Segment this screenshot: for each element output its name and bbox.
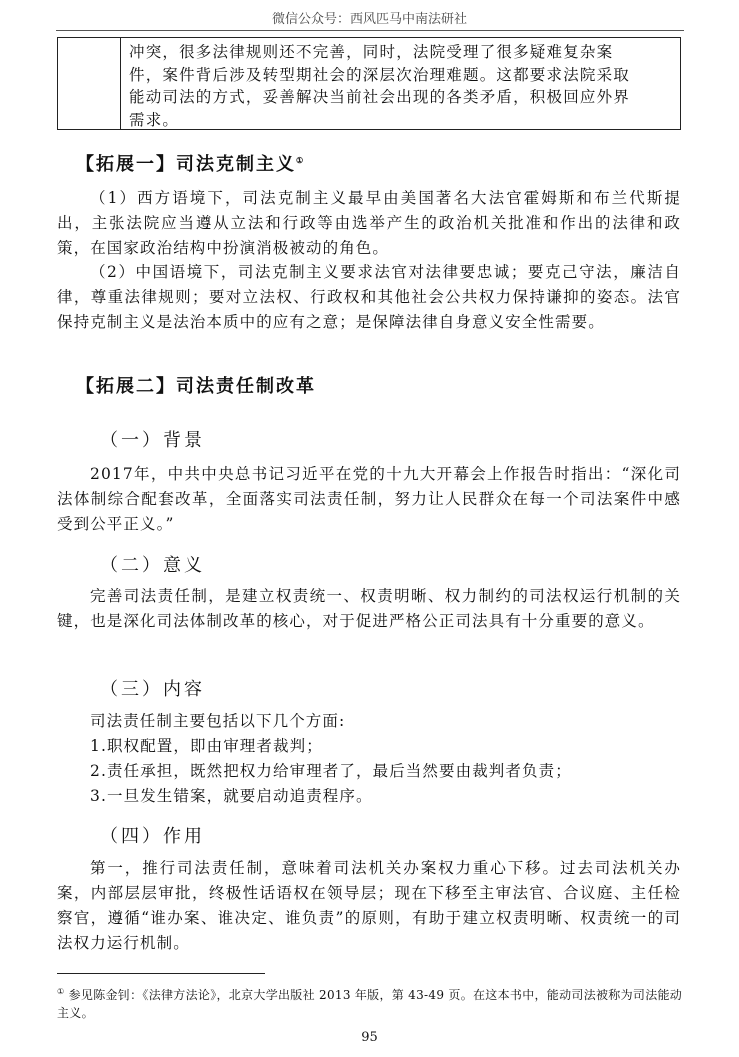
box-line: 冲突，很多法律规则还不完善，同时，法院受理了很多疑难复杂案 — [129, 43, 614, 61]
box-left-cell — [58, 38, 121, 129]
box-line: 件，案件背后涉及转型期社会的深层次治理难题。这都要求法院采取 — [129, 65, 631, 84]
header-rule — [56, 30, 684, 31]
content-intro: 司法责任制主要包括以下几个方面: — [90, 712, 346, 730]
page-header: 微信公众号：西风匹马中南法研社 — [271, 12, 467, 27]
footnote-rule — [57, 973, 265, 974]
content-item-3: 3.一旦发生错案，就要启动追责程序。 — [90, 787, 373, 805]
section-heading-significance: （二）意义 — [100, 555, 205, 576]
ext1-paragraph-2: （2）中国语境下，司法克制主义要求法官对法律要忠诚；要克己守法，廉洁自律，尊重法律规则；要对立法权、行政权和其他社会公共权力保持谦抑的姿态。法官保持克制主义是法治本质中的应有之意；是保障法律自身意义安全性需要。 — [57, 263, 681, 331]
footnote — [57, 983, 683, 1022]
box-text — [121, 38, 680, 129]
footnote-ref: ① — [296, 155, 306, 165]
page-number: 95 — [361, 1030, 378, 1045]
section-heading-content: （三）内容 — [100, 679, 205, 700]
ext1-title-text: 【拓展一】司法克制主义 — [76, 154, 296, 175]
ext2-title: 【拓展二】司法责任制改革 — [76, 376, 316, 397]
significance-paragraph: 完善司法责任制，是建立权责统一、权责明晰、权力制约的司法权运行机制的关键，也是深化司法体制改革的核心，对于促进严格公正司法具有十分重要的意义。 — [57, 587, 681, 630]
ext1-title — [76, 150, 305, 176]
footnote-text: 参见陈金钊：《法律方法论》，北京大学出版社 2013 年版，第 43-49 页。在这本书中，能动司法被称为司法能动主义。 — [57, 988, 683, 1020]
background-paragraph: 2017年，中共中央总书记习近平在党的十九大开幕会上作报告时指出：“深化司法体制综合配套改革，全面落实司法责任制，努力让人民群众在每一个司法案件中感受到公平正义。” — [57, 465, 681, 533]
section-heading-function: （四）作用 — [100, 826, 205, 847]
content-item-2: 2.责任承担，既然把权力给审理者了，最后当然要由裁判者负责； — [90, 762, 572, 780]
footnote-mark: ① — [57, 987, 65, 996]
function-paragraph: 第一，推行司法责任制，意味着司法机关办案权力重心下移。过去司法机关办案，内部层层审批，终极性话语权在领导层；现在下移至主审法官、合议庭、主任检察官，遵循“谁办案、谁决定、谁负责”的原则，有助于建立权责明晰、权责统一的司法权力运行机制。 — [57, 859, 681, 952]
ext1-paragraph-1: （1）西方语境下，司法克制主义最早由美国著名大法官霍姆斯和布兰代斯提出，主张法院应当遵从立法和行政等由选举产生的政治机关批准和作出的法律和政策，在国家政治结构中扮演消极被动的角色。 — [57, 189, 681, 257]
box-line: 能动司法的方式，妥善解决当前社会出现的各类矛盾，积极回应外界 — [129, 88, 631, 106]
content-item-1: 1.职权配置，即由审理者裁判； — [90, 737, 323, 755]
box-line: 需求。 — [129, 110, 180, 129]
quote-box — [57, 37, 681, 130]
section-heading-background: （一）背景 — [100, 430, 205, 451]
